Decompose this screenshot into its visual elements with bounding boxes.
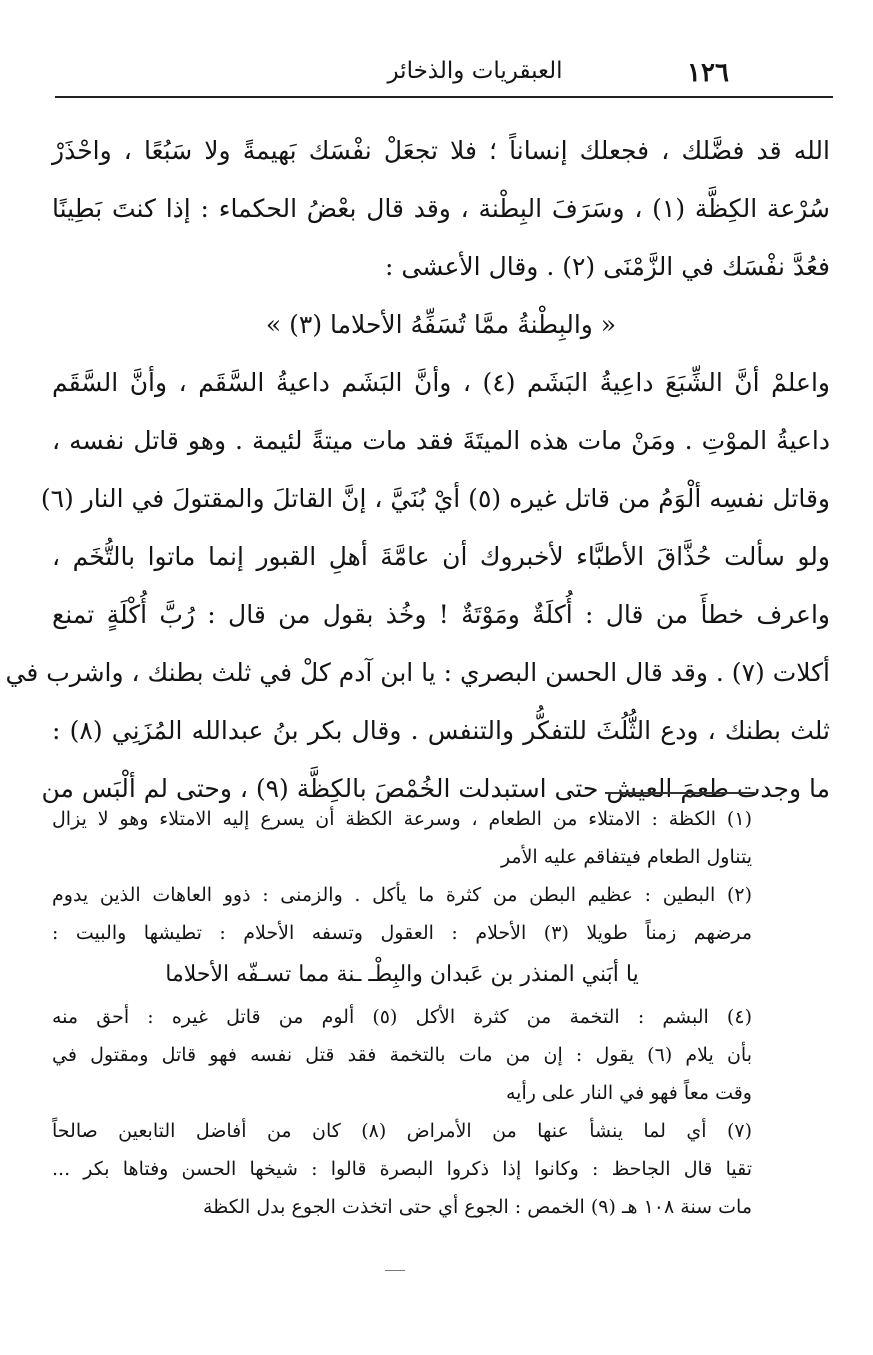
verse-line: « والبِطْنةُ ممَّا تُسَفِّهُ الأحلاما (٣) » xyxy=(265,310,617,339)
text-line: داعيةُ الموْتِ . ومَنْ مات هذه الميتَةَ فقد مات ميتةً لئيمة . وهو قاتل نفسه ، xyxy=(52,426,830,455)
page-header xyxy=(55,52,833,98)
footnote-line: (١) الكظة : الامتلاء من الطعام ، وسرعة الكظة أن يسرع إليه الامتلاء وهو لا يزال xyxy=(52,808,752,830)
text-line: ولو سألت حُذَّاقَ الأطبَّاء لأخبروك أن عامَّةَ أهلِ القبور إنما ماتوا بالتُّخَم ، xyxy=(52,542,830,571)
footnote-verse: يا أبَني المنذر بن عَبدان والبِطْـ ـنة مما تسـفّه الأحلاما xyxy=(165,962,639,987)
text-line: واعرف خطأَ من قال : أُكلَةٌ ومَوْتَةٌ ! وخُذ بقول من قال : رُبَّ أُكْلَةٍ تمنع xyxy=(52,600,830,629)
page-end-mark xyxy=(385,1270,405,1271)
main-text xyxy=(5,122,830,818)
text-line: سُرْعة الكِظَّة (١) ، وسَرَفَ البِطْنة ، وقد قال بعْضُ الحكماء : إذا كنتَ بَطِينًا xyxy=(52,194,830,223)
page-number: ١٢٦ xyxy=(687,58,729,88)
text-line: أكلات (٧) . وقد قال الحسن البصري : يا ابن آدم كلْ في ثلث بطنك ، واشرب في xyxy=(5,658,830,687)
footnote-line: بأن يلام (٦) يقول : إن من مات بالتخمة فقد قتل نفسه فهو قاتل ومقتول في xyxy=(52,1044,752,1066)
text-line: واعلمْ أنَّ الشِّبَعَ داعِيةُ البَشَم (٤) ، وأنَّ البَشَم داعيةُ السَّقَم ، وأنَّ السَّقَم xyxy=(52,368,830,397)
footnote-line: مرضهم زمناً طويلا (٣) الأحلام : العقول وتسفه الأحلام : تطيشها والبيت : xyxy=(52,922,752,944)
footnote-line: مات سنة ١٠٨ هـ (٩) الخمص : الجوع أي حتى اتخذت الجوع بدل الكظة xyxy=(203,1196,752,1218)
running-title: العبقريات والذخائر xyxy=(387,58,563,84)
footnote-line: تقيا قال الجاحظ : وكانوا إذا ذكروا البصرة قالوا : شيخها الحسن وفتاها بكر ... xyxy=(52,1158,752,1180)
footnote-line: وقت معاً فهو في النار على رأيه xyxy=(505,1082,752,1104)
text-line: وقاتل نفسِه ألْوَمُ من قاتل غيره (٥) أيْ بُنَيَّ ، إنَّ القاتلَ والمقتولَ في النار (٦) xyxy=(40,484,830,513)
footnote-line: (٤) البشم : التخمة من كثرة الأكل (٥) ألوم من قاتل غيره : أحق منه xyxy=(52,1006,752,1028)
text-line: ما وجدت طعمَ العيش حتى استبدلت الخُمْصَ بالكِظَّة (٩) ، وحتى لم ألْبَس من xyxy=(41,774,830,803)
footnote-line: يتناول الطعام فيتفاقم عليه الأمر xyxy=(500,846,752,868)
footnote-line: (٧) أي لما ينشأ عنها من الأمراض (٨) كان من أفاضل التابعين صالحاً xyxy=(52,1120,753,1142)
text-line: الله قد فضَّلك ، فجعلك إنساناً ؛ فلا تجعَلْ نفْسَك بَهيمةً ولا سَبُعًا ، واحْذَرْ xyxy=(52,136,830,165)
text-line: فعُدَّ نفْسَك في الزَّمْنَى (٢) . وقال الأعشى : xyxy=(385,252,830,281)
footnotes xyxy=(52,800,752,1226)
text-line: ثلث بطنك ، ودع الثُّلُثَ للتفكُّر والتنفس . وقال بكر بنُ عبدالله المُزَنِي (٨) : xyxy=(52,716,830,745)
footnote-line: (٢) البطين : عظيم البطن من كثرة ما يأكل . والزمنى : ذوو العاهات الذين يدوم xyxy=(52,884,752,906)
footnote-divider xyxy=(605,792,755,794)
